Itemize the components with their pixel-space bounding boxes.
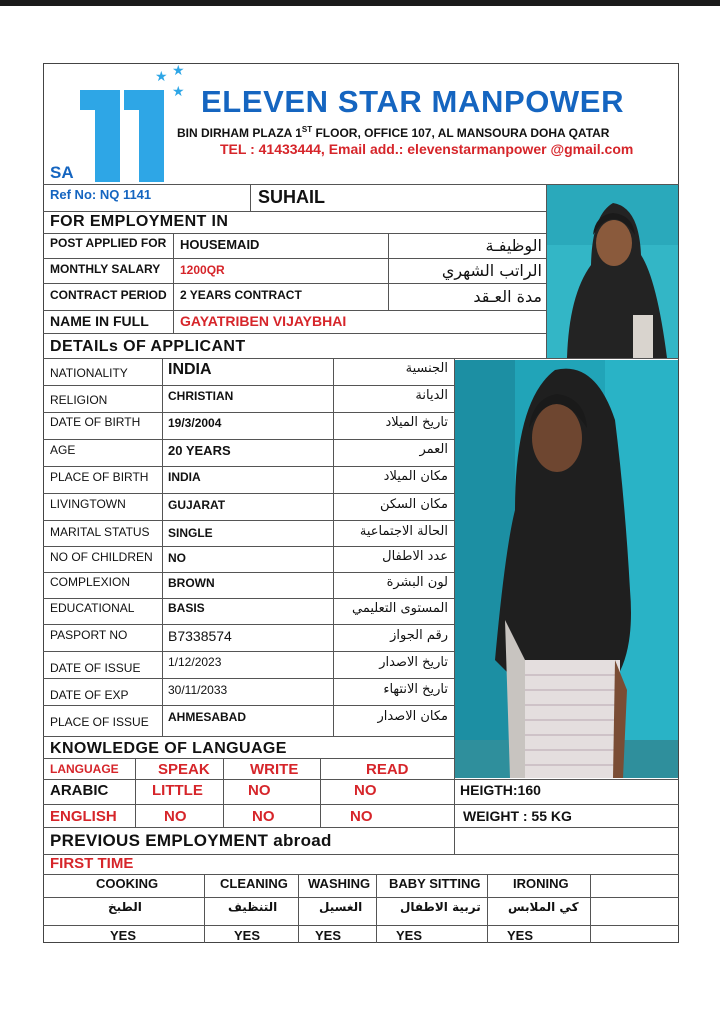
detail-label: COMPLEXION [50, 575, 131, 589]
detail-arabic-label: المستوى التعليمي [352, 601, 448, 616]
company-contact: TEL : 41433444, Email add.: elevenstarmanpower @gmail.com [220, 141, 634, 157]
company-name: ELEVEN STAR MANPOWER [201, 84, 625, 119]
detail-arabic-label: الجنسية [405, 361, 448, 376]
detail-value: 1/12/2023 [168, 655, 222, 669]
detail-arabic-label: الديانة [415, 388, 448, 403]
detail-arabic-label: مكان الميلاد [383, 469, 448, 484]
skill-header: IRONING [513, 876, 569, 891]
skill-arabic-label: الغسيل [319, 900, 363, 914]
language-read: NO [354, 782, 377, 799]
detail-arabic-label: تاريخ الاصدار [379, 655, 448, 670]
detail-arabic-label: عدد الاطفال [382, 549, 448, 564]
applicant-name: GAYATRIBEN VIJAYBHAI [180, 313, 347, 329]
detail-label: LIVINGTOWN [50, 497, 126, 511]
detail-value: GUJARAT [168, 498, 226, 512]
height-value: HEIGTH:160 [460, 782, 541, 798]
detail-value: B7338574 [168, 628, 232, 644]
language-write: NO [252, 808, 275, 825]
skill-arabic-label: تربية الاطفال [400, 900, 481, 914]
skill-header: WASHING [308, 876, 371, 891]
detail-label: DATE OF BIRTH [50, 415, 141, 429]
details-heading: DETAILs OF APPLICANT [50, 338, 246, 355]
detail-arabic-label: الحالة الاجتماعية [359, 524, 448, 539]
detail-value: NO [168, 551, 186, 565]
applicant-photo-full [455, 360, 678, 778]
ref-number: Ref No: NQ 1141 [50, 187, 152, 202]
detail-label: PLACE OF ISSUE [50, 715, 149, 729]
employment-arabic-label: مدة العـقد [473, 287, 542, 306]
language-read: NO [350, 808, 373, 825]
detail-label: DATE OF ISSUE [50, 661, 141, 675]
skill-arabic-label: الطبخ [108, 900, 142, 914]
language-name: ENGLISH [50, 808, 117, 825]
detail-value: INDIA [168, 470, 201, 484]
language-write: NO [248, 782, 271, 799]
weight-value: WEIGHT : 55 KG [463, 808, 572, 824]
name-label: NAME IN FULL [50, 313, 149, 329]
skill-header: COOKING [96, 876, 159, 891]
language-heading: KNOWLEDGE OF LANGUAGE [50, 740, 287, 757]
employment-heading: FOR EMPLOYMENT IN [50, 213, 229, 230]
write-column-header: WRITE [250, 761, 299, 778]
skill-value: YES [507, 928, 534, 943]
detail-value: BASIS [168, 601, 205, 615]
detail-arabic-label: رقم الجواز [390, 628, 448, 643]
speak-column-header: SPEAK [158, 761, 210, 778]
detail-label: AGE [50, 443, 76, 457]
detail-label: RELIGION [50, 393, 108, 407]
previous-employment-status: FIRST TIME [50, 855, 134, 872]
employment-label: POST APPLIED FOR [50, 236, 167, 250]
skill-arabic-label: التنظيف [228, 900, 278, 914]
detail-label: PASPORT NO [50, 628, 128, 642]
detail-arabic-label: مكان الاصدار [377, 709, 448, 724]
detail-value: AHMESABAD [168, 710, 246, 724]
skill-header: CLEANING [220, 876, 288, 891]
employment-label: MONTHLY SALARY [50, 262, 161, 276]
detail-arabic-label: لون البشرة [386, 575, 448, 590]
agent-name: SUHAIL [258, 187, 325, 207]
detail-arabic-label: تاريخ الانتهاء [383, 682, 448, 697]
detail-arabic-label: العمر [419, 442, 448, 457]
detail-label: EDUCATIONAL [50, 601, 135, 615]
applicant-photo-portrait [547, 185, 678, 358]
detail-label: NATIONALITY [50, 366, 128, 380]
star-icon: ★ [155, 68, 168, 84]
detail-value: CHRISTIAN [168, 389, 234, 403]
skill-arabic-label: كي الملابس [508, 900, 579, 914]
employment-label: CONTRACT PERIOD [50, 288, 167, 302]
detail-value: SINGLE [168, 526, 213, 540]
detail-value: 20 YEARS [168, 443, 231, 458]
detail-label: PLACE OF BIRTH [50, 470, 149, 484]
detail-arabic-label: مكان السكن [379, 497, 448, 512]
detail-value: 19/3/2004 [168, 416, 222, 430]
detail-label: MARITAL STATUS [50, 525, 150, 539]
language-name: ARABIC [50, 782, 109, 799]
detail-value: INDIA [168, 361, 212, 378]
language-column-header: LANGUAGE [50, 762, 119, 776]
detail-value: BROWN [168, 576, 215, 590]
detail-label: NO OF CHILDREN [50, 550, 153, 564]
employment-arabic-label: الراتب الشهري [441, 261, 542, 280]
skill-value: YES [110, 928, 137, 943]
employment-value: HOUSEMAID [180, 237, 260, 252]
employment-arabic-label: الوظيفـة [485, 236, 542, 255]
employment-value: 1200QR [180, 263, 225, 277]
skill-header: BABY SITTING [389, 876, 481, 891]
language-speak: NO [164, 808, 187, 825]
skill-value: YES [315, 928, 342, 943]
read-column-header: READ [366, 761, 409, 778]
company-address: BIN DIRHAM PLAZA 1ST FLOOR, OFFICE 107, AL MANSOURA DOHA QATAR [177, 125, 610, 140]
star-icon: ★ [172, 62, 185, 78]
star-icon: ★ [172, 83, 185, 99]
skill-value: YES [234, 928, 261, 943]
previous-employment-heading: PREVIOUS EMPLOYMENT abroad [50, 831, 332, 850]
employment-value: 2 YEARS CONTRACT [180, 288, 302, 302]
top-border [0, 0, 720, 6]
logo-letters: SA [50, 163, 74, 182]
language-speak: LITTLE [152, 782, 203, 799]
detail-value: 30/11/2033 [168, 683, 228, 697]
skill-value: YES [396, 928, 423, 943]
detail-label: DATE OF EXP [50, 688, 129, 702]
detail-arabic-label: تاريخ الميلاد [385, 415, 448, 430]
